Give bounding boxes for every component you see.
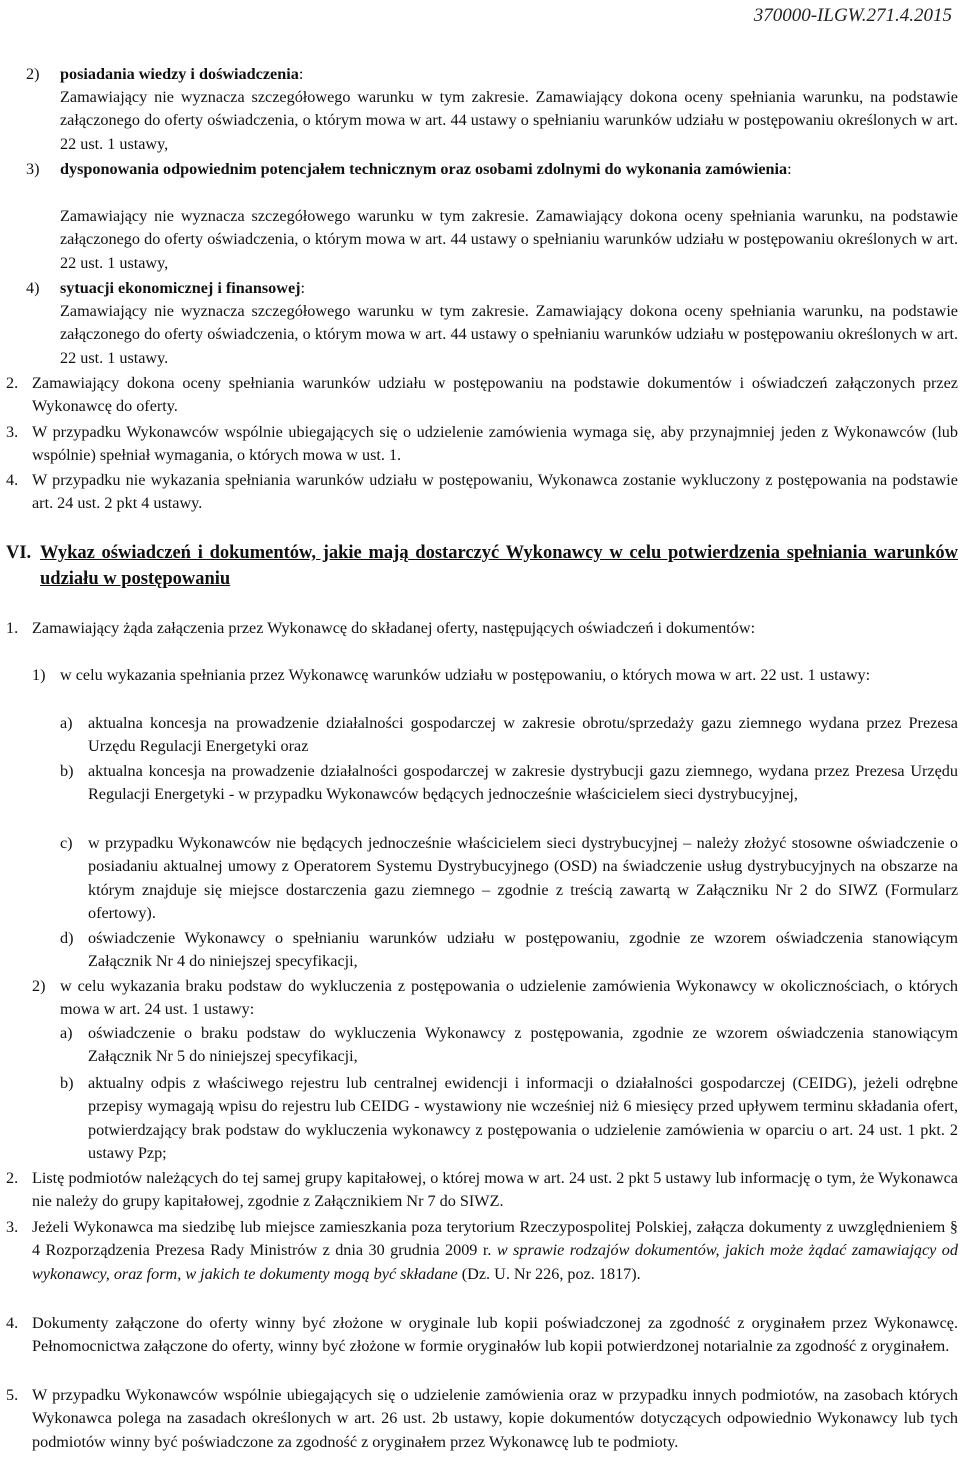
paragraph: Jeżeli Wykonawca ma siedzibę lub miejsce zamieszkania poza terytorium Rzeczypospolitej Polskiej, załącza dokumenty z uwzględnieniem § 4 Rozporządzenia Prezesa Rady Ministrów z dnia 30 grudnia 2009 r. w sprawie rodzajów dokumentów, jakich może żądać zamawiający od wykonawcy, oraz form, w jakich te dokumenty mogą być składane (Dz. U. Nr 226, poz. 1817). [32, 1218, 958, 1283]
paragraph: Listę podmiotów należących do tej samej grupy kapitałowej, o której mowa w art. 24 ust. 2 pkt 5 ustawy lub informację o tym, że Wykonawca nie należy do grupy kapitałowej, zgodnie z Załącznikiem Nr 7 do SIWZ. [32, 1169, 958, 1211]
list-item: w celu wykazania braku podstaw do wykluczenia z postępowania o udzielenie zamówienia Wykonawcy w okolicznościach, o których mowa w art. 24 ust. 1 ustawy: [60, 977, 958, 1019]
list-subitem: oświadczenie Wykonawcy o spełnianiu warunków udziału w postępowaniu, zgodnie ze wzorem oświadczenia stanowiącym Załącznik Nr 4 do niniejszej specyfikacji, [88, 929, 958, 971]
section-title: Wykaz oświadczeń i dokumentów, jakie mają dostarczyć Wykonawcy w celu potwierdzenia spełniania warunków udziału w postępowaniu [40, 543, 958, 589]
document-reference: 370000-ILGW.271.4.2015 [753, 5, 952, 26]
paragraph-number: 1. [6, 619, 19, 637]
paragraph: Dokumenty załączone do oferty winny być złożone w oryginale lub kopii poświadczonej za zgodność z oryginałem przez Wykonawcę. Pełnomocnictwa załączone do oferty, winny być złożone w formie oryginałów lub kopii potwierdzonej notarialnie za zgodność z oryginałem. [32, 1314, 958, 1356]
list-item: w celu wykazania spełniania przez Wykonawcę warunków udziału w postępowaniu, o których mowa w art. 22 ust. 1 ustawy: [60, 666, 871, 684]
paragraph-number: 2. [6, 1169, 19, 1187]
paragraph: W przypadku nie wykazania spełniania warunków udziału w postępowaniu, Wykonawca zostanie wykluczony z postępowania na podstawie art. 24 ust. 2 pkt 4 ustawy. [32, 471, 958, 513]
subitem-letter: a) [60, 714, 73, 732]
paragraph-number: 2. [6, 374, 19, 392]
item-number: 3) [26, 160, 40, 178]
subitem-letter: d) [60, 929, 74, 947]
list-subitem: w przypadku Wykonawców nie będących jednocześnie właścicielem sieci dystrybucyjnej – należy złożyć stosowne oświadczenie o posiadaniu aktualnej umowy z Operatorem Systemu Dystrybucyjnego (OSD) na świadczenie usług dystrybucyjnych na obszarze na którym znajduje się miejsce dostarczenia gazu ziemnego – zgodnie z treścią zawartą w Załączniku Nr 2 do SIWZ (Formularz ofertowy). [88, 834, 958, 922]
item-title-text: sytuacji ekonomicznej i finansowej [60, 279, 301, 297]
item-title: posiadania wiedzy i doświadczenia: [60, 65, 304, 83]
paragraph: W przypadku Wykonawców wspólnie ubiegających się o udzielenie zamówienia oraz w przypadku innych podmiotów, na zasobach których Wykonawca polega na zasadach określonych w art. 26 ust. 2b ustawy, kopie dokumentów dotyczących odpowiednio Wykonawcy lub tych podmiotów winny być poświadczone za zgodność z oryginałem przez Wykonawcę lub te podmioty. [32, 1386, 958, 1451]
item-title: dysponowania odpowiednim potencjałem technicznym oraz osobami zdolnymi do wykonania zamówienia: [60, 160, 792, 178]
paragraph-number: 4. [6, 1314, 19, 1332]
paragraph: W przypadku Wykonawców wspólnie ubiegających się o udzielenie zamówienia wymaga się, aby przynajmniej jeden z Wykonawców (lub wspólnie) spełniał wymagania, o których mowa w ust. 1. [32, 423, 958, 465]
item-number: 2) [32, 977, 46, 995]
item-number: 2) [26, 65, 40, 83]
item-title-text: dysponowania odpowiednim potencjałem technicznym oraz osobami zdolnymi do wykonania zamówienia [60, 160, 788, 178]
paragraph: Zamawiający dokona oceny spełniania warunków udziału w postępowaniu na podstawie dokumentów i oświadczeń załączonych przez Wykonawcę do oferty. [32, 374, 958, 416]
subitem-letter: a) [60, 1024, 73, 1042]
list-subitem: aktualna koncesja na prowadzenie działalności gospodarczej w zakresie obrotu/sprzedaży gazu ziemnego wydana przez Prezesa Urzędu Regulacji Energetyki oraz [88, 714, 958, 756]
list-subitem: aktualny odpis z właściwego rejestru lub centralnej ewidencji i informacji o działalności gospodarczej (CEIDG), jeżeli odrębne przepisy wymagają wpisu do rejestru lub CEIDG - wystawiony nie wcześniej niż 6 miesięcy przed upływem terminu składania ofert, potwierdzający brak podstaw do wykluczenia wykonawcy z postępowania o udzielenie zamówienia w oparciu o art. 24 ust. 1 pkt. 2 ustawy Pzp; [88, 1074, 958, 1162]
clause-paragraph: Zamawiający nie wyznacza szczegółowego warunku w tym zakresie. Zamawiający dokona oceny spełniania warunku, na podstawie załączonego do oferty oświadczenia, o którym mowa w art. 44 ustawy o spełnianiu warunków udziału w postępowaniu określonych w art. 22 ust. 1 ustawy, [60, 88, 958, 153]
subitem-letter: b) [60, 1074, 74, 1092]
paragraph-number: 4. [6, 471, 19, 489]
item-title: sytuacji ekonomicznej i finansowej: [60, 279, 306, 297]
clause-paragraph: Zamawiający nie wyznacza szczegółowego warunku w tym zakresie. Zamawiający dokona oceny spełniania warunku, na podstawie załączonego do oferty oświadczenia, o którym mowa w art. 44 ustawy o spełnianiu warunków udziału w postępowaniu określonych w art. 22 ust. 1 ustawy. [60, 302, 958, 367]
subitem-letter: c) [60, 834, 73, 852]
item-title-text: posiadania wiedzy i doświadczenia [60, 65, 299, 83]
paragraph-number: 3. [6, 1218, 19, 1236]
paragraph: Zamawiający żąda załączenia przez Wykonawcę do składanej oferty, następujących oświadczeń i dokumentów: [32, 619, 756, 637]
list-subitem: oświadczenie o braku podstaw do wykluczenia Wykonawcy z postępowania, zgodnie ze wzorem oświadczenia stanowiącym Załącznik Nr 5 do niniejszej specyfikacji, [88, 1024, 958, 1066]
paragraph-number: 5. [6, 1386, 19, 1404]
item-number: 4) [26, 279, 40, 297]
list-subitem: aktualna koncesja na prowadzenie działalności gospodarczej w zakresie dystrybucji gazu ziemnego, wydana przez Prezesa Urzędu Regulacji Energetyki - w przypadku Wykonawców będących jednocześnie właścicielem sieci dystrybucyjnej, [88, 762, 958, 804]
clause-paragraph: Zamawiający nie wyznacza szczegółowego warunku w tym zakresie. Zamawiający dokona oceny spełniania warunku, na podstawie załączonego do oferty oświadczenia, o którym mowa w art. 44 ustawy o spełnianiu warunków udziału w postępowaniu określonych w art. 22 ust. 1 ustawy, [60, 207, 958, 272]
item-number: 1) [32, 666, 46, 684]
subitem-letter: b) [60, 762, 74, 780]
paragraph-number: 3. [6, 423, 19, 441]
section-number: VI. [6, 543, 32, 563]
